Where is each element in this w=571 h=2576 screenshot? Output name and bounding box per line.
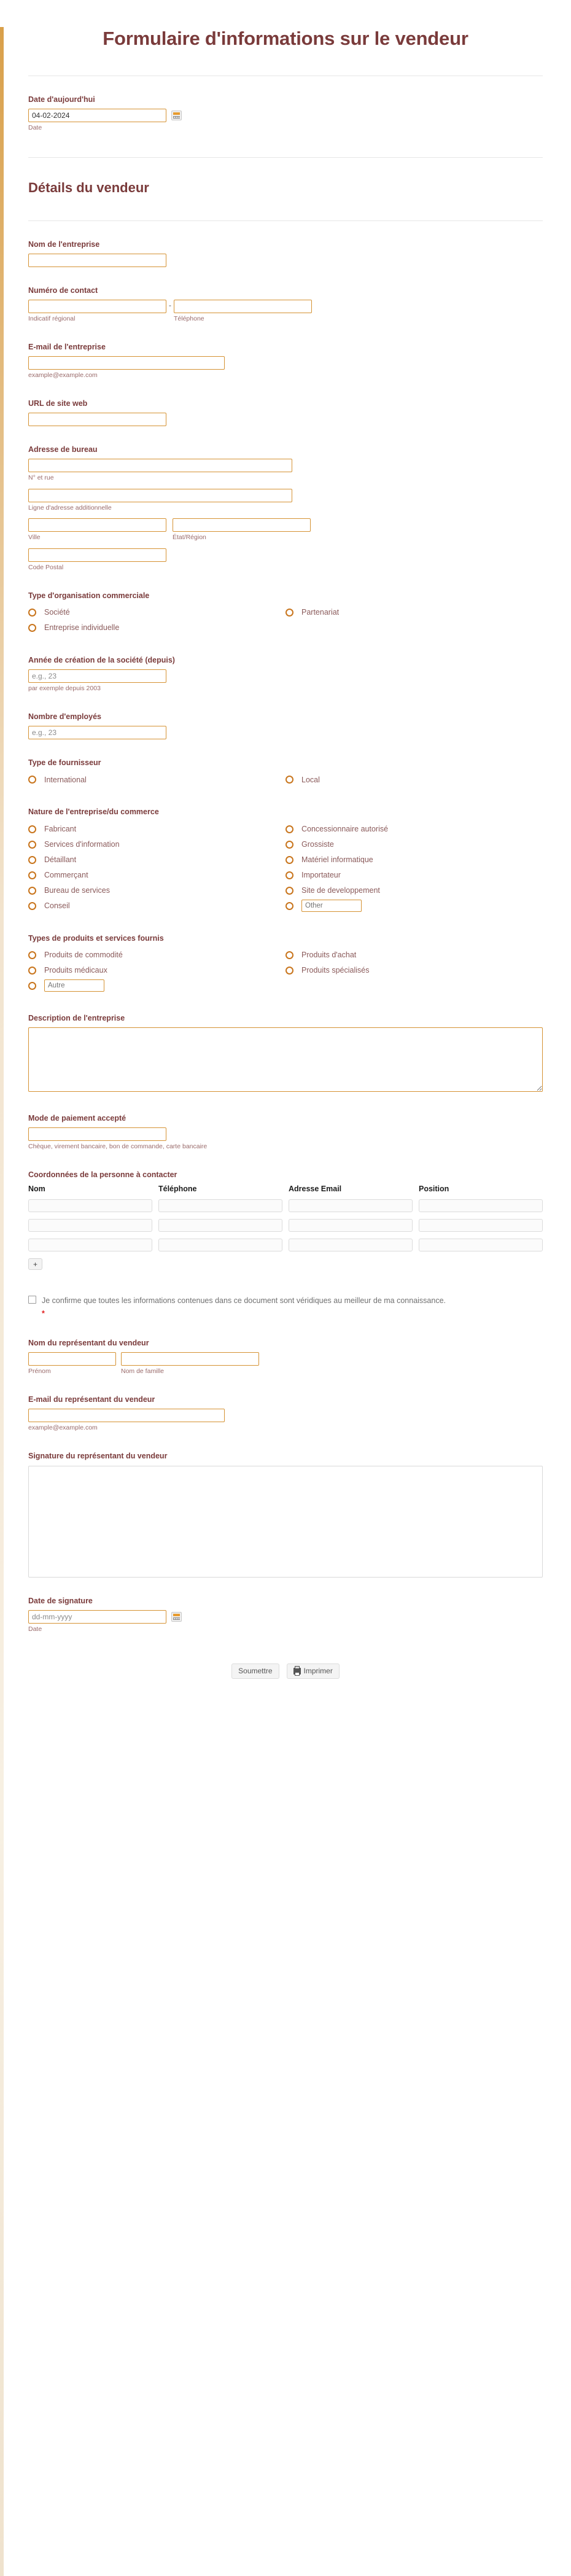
payment-mode-field xyxy=(28,1113,543,1151)
signature-date-input[interactable] xyxy=(28,1610,166,1624)
contact-telephone-input[interactable] xyxy=(158,1219,282,1232)
product-types-left-column xyxy=(28,948,286,995)
signature-date-label: Date de signature xyxy=(28,1596,93,1605)
cell-telephone xyxy=(158,1219,282,1232)
supplier-type-label: Type de fournisseur xyxy=(28,758,101,768)
divider xyxy=(28,220,543,221)
radio-icon[interactable] xyxy=(28,967,36,975)
representative-email-label: E-mail du représentant du vendeur xyxy=(28,1395,155,1404)
radio-icon[interactable] xyxy=(28,841,36,849)
table-row xyxy=(28,1239,543,1251)
radio-option-importateur[interactable] xyxy=(286,869,543,882)
product-types-right-column xyxy=(286,948,543,995)
radio-icon[interactable] xyxy=(286,951,293,959)
radio-icon[interactable] xyxy=(286,967,293,975)
radio-icon[interactable] xyxy=(28,856,36,864)
employee-count-input[interactable] xyxy=(28,726,166,739)
business-nature-label: Nature de l'entreprise/du commerce xyxy=(28,807,159,817)
supplier-type-left-column xyxy=(28,772,286,788)
calendar-icon[interactable] xyxy=(171,1612,182,1622)
contact-telephone-input[interactable] xyxy=(158,1199,282,1212)
representative-email-input[interactable] xyxy=(28,1409,225,1422)
contact-email-input[interactable] xyxy=(289,1239,413,1251)
org-type-field xyxy=(28,591,543,637)
representative-first-name-input[interactable] xyxy=(28,1352,116,1366)
signature-canvas[interactable] xyxy=(28,1466,543,1578)
contact-nom-input[interactable] xyxy=(28,1239,152,1251)
contact-table-header xyxy=(28,1185,543,1193)
radio-icon[interactable] xyxy=(28,624,36,632)
today-date-input[interactable] xyxy=(28,109,166,122)
phone-input[interactable] xyxy=(174,300,312,313)
signature-date-field xyxy=(28,1596,543,1634)
radio-icon[interactable] xyxy=(28,776,36,784)
radio-option-produits-medicaux[interactable] xyxy=(28,964,286,977)
contact-number-field xyxy=(28,286,543,324)
phone-separator: - xyxy=(169,301,171,310)
cell-nom xyxy=(28,1239,152,1251)
representative-name-field xyxy=(28,1338,543,1376)
radio-label: Importateur xyxy=(301,871,341,879)
company-description-label: Description de l'entreprise xyxy=(28,1013,125,1022)
address-street-sublabel: N° et rue xyxy=(28,474,54,482)
cell-position xyxy=(419,1239,543,1251)
office-address-label: Adresse de bureau xyxy=(28,445,98,454)
contact-telephone-input[interactable] xyxy=(158,1239,282,1251)
radio-option-produits-de-commodite[interactable] xyxy=(28,949,286,962)
website-url-input[interactable] xyxy=(28,413,166,426)
founding-year-label: Année de création de la société (depuis) xyxy=(28,655,175,664)
cell-email xyxy=(289,1219,413,1232)
payment-mode-label: Mode de paiement accepté xyxy=(28,1114,126,1123)
contact-table xyxy=(28,1185,543,1270)
signature-date-sublabel: Date xyxy=(28,1625,42,1633)
radio-icon[interactable] xyxy=(28,871,36,879)
radio-label: Bureau de services xyxy=(44,886,111,895)
radio-label: Grossiste xyxy=(301,840,334,849)
radio-label: Fabricant xyxy=(44,825,77,833)
radio-label: Partenariat xyxy=(301,608,340,617)
business-nature-left-column xyxy=(28,822,286,915)
radio-option-partenariat[interactable] xyxy=(286,606,543,619)
address-city-sublabel: Ville xyxy=(28,534,41,542)
radio-label: Société xyxy=(44,608,70,617)
business-nature-right-column xyxy=(286,822,543,915)
cell-position xyxy=(419,1199,543,1212)
website-url-label: URL de site web xyxy=(28,399,88,408)
contact-table-label: Coordonnées de la personne à contacter xyxy=(28,1170,177,1180)
radio-label: Entreprise individuelle xyxy=(44,623,120,632)
table-row xyxy=(28,1199,543,1212)
confirmation-text-wrap xyxy=(42,1294,447,1320)
print-button[interactable] xyxy=(287,1664,340,1679)
confirmation-field[interactable] xyxy=(28,1294,543,1320)
contact-nom-input[interactable] xyxy=(28,1219,152,1232)
radio-option-produits-specialises[interactable] xyxy=(286,964,543,977)
confirmation-checkbox[interactable] xyxy=(28,1296,36,1304)
address-postal-sublabel: Code Postal xyxy=(28,564,64,572)
founding-year-input[interactable] xyxy=(28,669,166,683)
radio-option-conseil[interactable] xyxy=(28,900,286,912)
radio-icon[interactable] xyxy=(286,887,293,895)
radio-icon[interactable] xyxy=(28,825,36,833)
radio-option-services-information[interactable] xyxy=(28,838,286,851)
company-email-sublabel: example@example.com xyxy=(28,372,98,379)
address-street2-input[interactable] xyxy=(28,489,292,502)
cell-email xyxy=(289,1199,413,1212)
company-email-label: E-mail de l'entreprise xyxy=(28,342,106,351)
radio-option-international[interactable] xyxy=(28,773,286,786)
radio-label: Services d'information xyxy=(44,840,120,849)
contact-email-input[interactable] xyxy=(289,1199,413,1212)
contact-position-input[interactable] xyxy=(419,1199,543,1212)
contact-position-input[interactable] xyxy=(419,1239,543,1251)
today-date-sublabel: Date xyxy=(28,124,42,131)
address-street2-sublabel: Ligne d'adresse additionnelle xyxy=(28,504,112,512)
company-name-field xyxy=(28,239,543,267)
business-nature-other-input[interactable] xyxy=(301,900,362,912)
radio-icon[interactable] xyxy=(28,902,36,910)
radio-icon[interactable] xyxy=(286,902,293,910)
radio-option-business-nature-other[interactable] xyxy=(286,900,543,912)
founding-year-field xyxy=(28,655,543,693)
address-state-input[interactable] xyxy=(173,518,311,532)
vendor-details-heading: Détails du vendeur xyxy=(28,179,149,195)
column-header-nom: Nom xyxy=(28,1185,45,1194)
print-button-label: Imprimer xyxy=(303,1667,333,1676)
radio-icon[interactable] xyxy=(286,825,293,833)
radio-label: Conseil xyxy=(44,901,70,910)
radio-label: Produits spécialisés xyxy=(301,966,370,975)
representative-last-name-sublabel: Nom de famille xyxy=(121,1368,165,1376)
address-city-input[interactable] xyxy=(28,518,166,532)
org-type-left-column xyxy=(28,605,286,637)
today-date-label: Date d'aujourd'hui xyxy=(28,95,95,104)
representative-name-label: Nom du représentant du vendeur xyxy=(28,1338,149,1347)
product-types-field xyxy=(28,933,543,995)
company-description-field xyxy=(28,1013,543,1095)
page-title: Formulaire d'informations sur le vendeur xyxy=(103,28,468,49)
radio-option-materiel-informatique[interactable] xyxy=(286,854,543,866)
radio-option-grossiste[interactable] xyxy=(286,838,543,851)
payment-mode-sublabel: Chèque, virement bancaire, bon de commande, carte bancaire xyxy=(28,1143,208,1151)
radio-label: Local xyxy=(301,775,320,784)
company-name-input[interactable] xyxy=(28,254,166,267)
company-email-input[interactable] xyxy=(28,356,225,370)
radio-label: Matériel informatique xyxy=(301,855,373,864)
radio-icon[interactable] xyxy=(286,609,293,617)
address-postal-input[interactable] xyxy=(28,548,166,562)
radio-icon[interactable] xyxy=(286,776,293,784)
product-types-label: Types de produits et services fournis xyxy=(28,933,164,943)
radio-icon[interactable] xyxy=(286,841,293,849)
company-name-label: Nom de l'entreprise xyxy=(28,239,100,249)
org-type-right-column xyxy=(286,605,543,637)
employee-count-field xyxy=(28,712,543,739)
cell-nom xyxy=(28,1219,152,1232)
confirmation-text: Je confirme que toutes les informations contenues dans ce document sont véridiques au meilleur de ma connaissance. xyxy=(42,1296,446,1306)
radio-option-commercant[interactable] xyxy=(28,869,286,882)
radio-icon[interactable] xyxy=(286,856,293,864)
address-street-input[interactable] xyxy=(28,459,292,472)
contact-position-input[interactable] xyxy=(419,1219,543,1232)
calendar-icon[interactable] xyxy=(171,111,182,120)
table-row xyxy=(28,1219,543,1232)
contact-table-field xyxy=(28,1170,543,1270)
cell-nom xyxy=(28,1199,152,1212)
cell-position xyxy=(419,1219,543,1232)
column-header-telephone: Téléphone xyxy=(158,1185,197,1194)
area-code-sublabel: Indicatif régional xyxy=(28,315,76,323)
representative-email-field xyxy=(28,1395,543,1433)
radio-option-societe[interactable] xyxy=(28,606,286,619)
column-header-position: Position xyxy=(419,1185,449,1194)
founding-year-sublabel: par exemple depuis 2003 xyxy=(28,685,101,693)
radio-label: Produits de commodité xyxy=(44,951,123,960)
company-description-textarea[interactable] xyxy=(28,1027,543,1092)
cell-telephone xyxy=(158,1199,282,1212)
area-code-input[interactable] xyxy=(28,300,166,313)
radio-option-site-de-developpement[interactable] xyxy=(286,884,543,897)
cell-telephone xyxy=(158,1239,282,1251)
representative-email-sublabel: example@example.com xyxy=(28,1423,98,1431)
radio-label: Commerçant xyxy=(44,871,88,879)
radio-option-entreprise-individuelle[interactable] xyxy=(28,621,286,634)
radio-icon[interactable] xyxy=(28,951,36,959)
radio-option-local[interactable] xyxy=(286,773,543,786)
product-types-other-input[interactable] xyxy=(44,979,104,992)
signature-label: Signature du représentant du vendeur xyxy=(28,1451,168,1460)
contact-number-label: Numéro de contact xyxy=(28,286,98,295)
representative-first-name-sublabel: Prénom xyxy=(28,1368,51,1376)
payment-mode-input[interactable] xyxy=(28,1127,166,1141)
radio-option-concessionnaire-autorise[interactable] xyxy=(286,823,543,836)
today-date-field xyxy=(28,95,543,133)
vendor-information-form xyxy=(0,27,571,1716)
business-nature-field xyxy=(28,807,543,914)
office-address-field xyxy=(28,445,543,572)
org-type-label: Type d'organisation commerciale xyxy=(28,591,150,600)
column-header-adresse-email: Adresse Email xyxy=(289,1185,342,1194)
radio-icon[interactable] xyxy=(28,887,36,895)
radio-option-detaillant[interactable] xyxy=(28,854,286,866)
radio-label: Concessionnaire autorisé xyxy=(301,825,389,833)
radio-label: International xyxy=(44,775,87,784)
cell-email xyxy=(289,1239,413,1251)
employee-count-label: Nombre d'employés xyxy=(28,712,101,721)
radio-label: Site de developpement xyxy=(301,886,380,895)
address-state-sublabel: État/Région xyxy=(173,534,206,542)
signature-field xyxy=(28,1451,543,1578)
phone-sublabel: Téléphone xyxy=(174,315,204,323)
required-marker: * xyxy=(42,1309,45,1318)
form-actions xyxy=(28,1664,543,1716)
radio-icon[interactable] xyxy=(286,871,293,879)
submit-button[interactable]: Soumettre xyxy=(231,1664,279,1679)
printer-icon xyxy=(293,1668,301,1675)
divider xyxy=(28,157,543,158)
contact-nom-input[interactable] xyxy=(28,1199,152,1212)
radio-icon[interactable] xyxy=(28,609,36,617)
add-row-button[interactable]: + xyxy=(28,1258,42,1270)
company-email-field xyxy=(28,342,543,380)
supplier-type-field xyxy=(28,758,543,788)
radio-option-fabricant[interactable] xyxy=(28,823,286,836)
radio-option-produits-achat[interactable] xyxy=(286,949,543,962)
radio-label: Détaillant xyxy=(44,855,77,864)
contact-email-input[interactable] xyxy=(289,1219,413,1232)
radio-option-bureau-de-services[interactable] xyxy=(28,884,286,897)
website-url-field xyxy=(28,399,543,426)
representative-last-name-input[interactable] xyxy=(121,1352,259,1366)
radio-option-product-types-other[interactable] xyxy=(28,979,286,992)
radio-label: Produits d'achat xyxy=(301,951,357,960)
radio-icon[interactable] xyxy=(28,982,36,990)
radio-label: Produits médicaux xyxy=(44,966,107,975)
supplier-type-right-column xyxy=(286,772,543,788)
